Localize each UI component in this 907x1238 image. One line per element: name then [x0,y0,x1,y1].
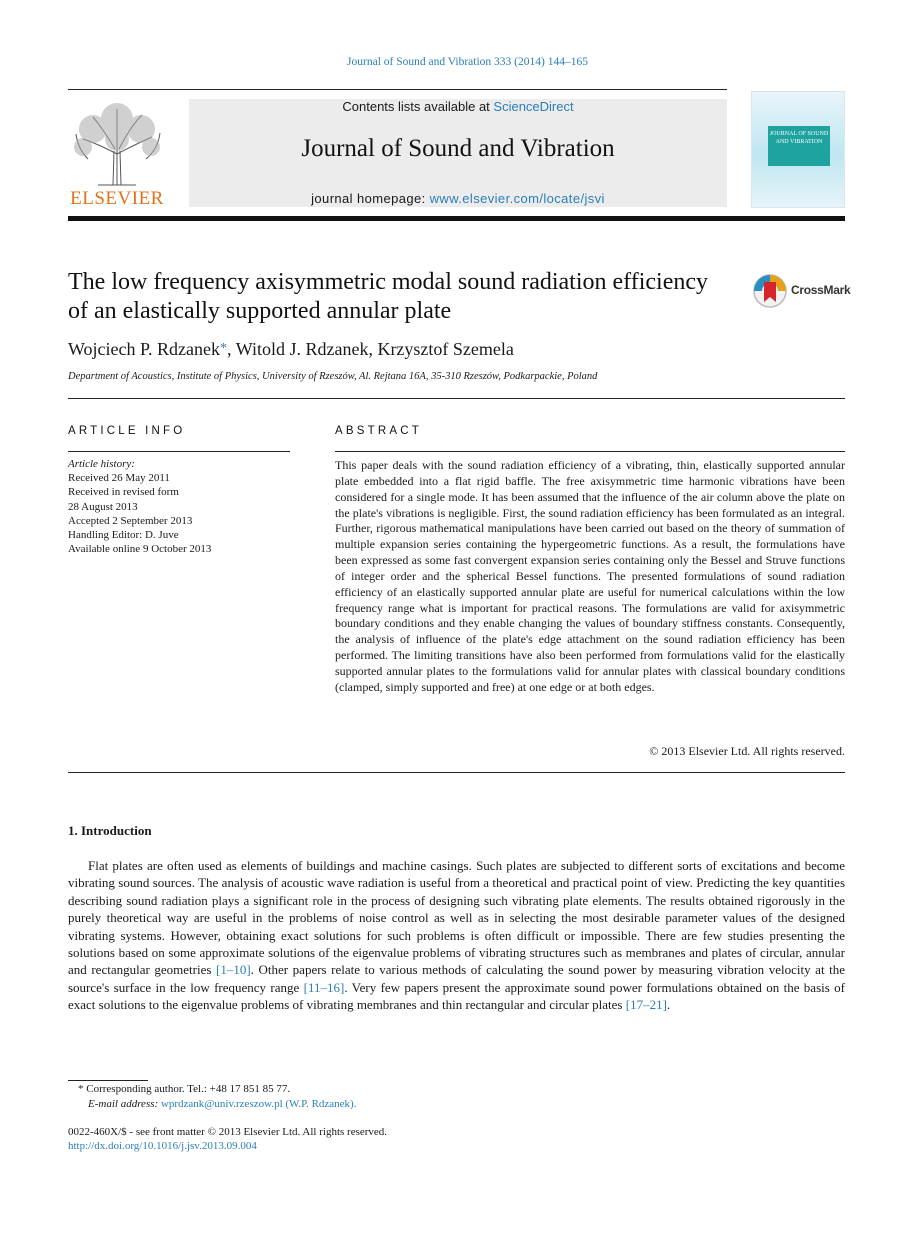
email-note [88,1098,356,1110]
abstract-end-rule [68,772,845,773]
article-history [68,457,290,556]
homepage-link[interactable]: www.elsevier.com/locate/jsvi [429,191,605,206]
abstract-rule [335,451,845,452]
history-item: Received 26 May 2011 [68,472,170,485]
section-heading-introduction: 1. Introduction [68,823,152,838]
sciencedirect-link[interactable]: ScienceDirect [493,99,574,114]
abstract-copyright: © 2013 Elsevier Ltd. All rights reserved. [649,744,845,758]
citation-link[interactable]: [1–10] [216,962,251,978]
crossmark-icon [752,273,788,309]
footnote-rule [68,1080,148,1081]
journal-reference[interactable]: Journal of Sound and Vibration 333 (2014) 144–165 [347,56,588,68]
contents-prefix: Contents lists available at [342,99,494,114]
corresponding-author-mark[interactable]: * [220,341,228,356]
header-rule [68,89,727,90]
history-item: Handling Editor: D. Juve [68,529,179,542]
publisher-name: ELSEVIER [70,188,164,209]
email-link[interactable]: wprdzank@univ.rzeszow.pl (W.P. Rdzanek). [160,1098,357,1110]
history-item: Received in revised form [68,486,179,499]
tree-icon [68,99,166,187]
crossmark-badge[interactable] [752,273,851,309]
author-1: Wojciech P. Rdzanek [68,339,221,359]
intro-text-1: Flat plates are often used as elements of buildings and machine casings. Such plates are subjected to different sorts of excitations and become vibrating sound sources. The analysis of acoustic wave radiation is useful from a theoretical and practical point of view. Predicting the key quantities describing sound radiation plays a significant role in the process of designing such vibrating plate elements. The results obtained rigorously in the purely theoretical way are useful in the problems of noise control as well as in selecting the most desirable parameter values of the designed vibrating systems. However, obtaining exact solutions for such problems is often difficult or impossible. There are few studies presenting the solutions based on some approximate solutions of the eigenvalue problems of vibrating structures such as membranes and plates of circular, annular and rectangular geometries [68,858,845,978]
contents-line [189,99,727,114]
history-item: 28 August 2013 [68,500,138,513]
article-info-rule [68,451,290,452]
history-label: Article history: [68,458,135,470]
article-title: The low frequency axisymmetric modal sound radiation efficiency of an elastically supported annular plate [68,269,709,324]
intro-text-2: . Other papers relate to various methods of calculating the sound power by measuring vibration velocity at the source's surface in the low frequency range [68,962,846,995]
citation-link[interactable]: [11–16] [303,979,345,995]
citation-link[interactable]: [17–21] [625,997,667,1013]
corresponding-author-note: * Corresponding author. Tel.: +48 17 851 85 77. [78,1083,291,1095]
other-authors: , Witold J. Rdzanek, Krzysztof Szemela [227,339,514,359]
abstract-text: This paper deals with the sound radiation efficiency of a vibrating, thin, elastically supported annular plate embedded into a flat rigid baffle. The free axisymmetric time harmonic vibrations have been considered for a single mode. It has been assumed that the influence of the air column above the plate on the plate's vibrations is negligible. First, the sound radiation efficiency has been formulated as an integral. Further, rigorous mathematical manipulations have been carried out based on the theory of summation of multiple expansion series containing the hypergeometric functions. As a result, the formulations have been expressed as some fast convergent expansion series containing only the Bessel and Struve functions of integer order and the spherical Bessel functions. The presented formulations of sound radiation efficiency of an elastically supported annular plate are useful for numerical calculations within the low frequency range what is important for practical reasons. The formulations are valid for axisymmetric boundary conditions and they enable changing the values of boundary stiffness constants. Consequently, the analysis of influence of the plate's edge attachment on the sound radiation efficiency has been performed. The limiting transitions have also been performed from formulations valid for the elastically supported annular plates to the formulations valid for annular plates with classical boundary conditions (clamped, simply supported and free) at one edge or at both edges. [335,458,845,694]
intro-text-4: . [666,997,671,1013]
journal-cover [751,91,845,208]
journal-banner [189,99,727,207]
abstract-heading: ABSTRACT [335,425,422,437]
homepage-prefix: journal homepage: [311,191,430,206]
author-list [68,339,768,360]
homepage-line [189,191,727,206]
affiliation-rule [68,398,845,399]
affiliation: Department of Acoustics, Institute of Physics, University of Rzeszów, Al. Rejtana 16A, 35-310 Rzeszów, Podkarpackie, Poland [68,371,598,382]
journal-title: Journal of Sound and Vibration [301,135,615,162]
intro-text-3: . Very few papers present the approximate sound power formulations obtained on the basis of exact solutions to the eigenvalue problems of vibrating membranes and thin rectangular and circular plates [68,979,845,1013]
article-info-heading: ARTICLE INFO [68,425,186,437]
doi-link[interactable]: http://dx.doi.org/10.1016/j.jsv.2013.09.004 [68,1140,257,1152]
elsevier-logo [68,99,166,210]
issn-line: 0022-460X/$ - see front matter © 2013 Elsevier Ltd. All rights reserved. [68,1126,388,1138]
cover-title: JOURNAL OF SOUND AND VIBRATION [768,126,830,166]
header-thick-rule [68,216,845,221]
crossmark-label: CrossMark [791,283,851,297]
email-label: E-mail address: [88,1098,161,1110]
introduction-paragraph [68,857,845,1014]
history-item: Available online 9 October 2013 [68,543,212,556]
history-item: Accepted 2 September 2013 [68,514,193,527]
